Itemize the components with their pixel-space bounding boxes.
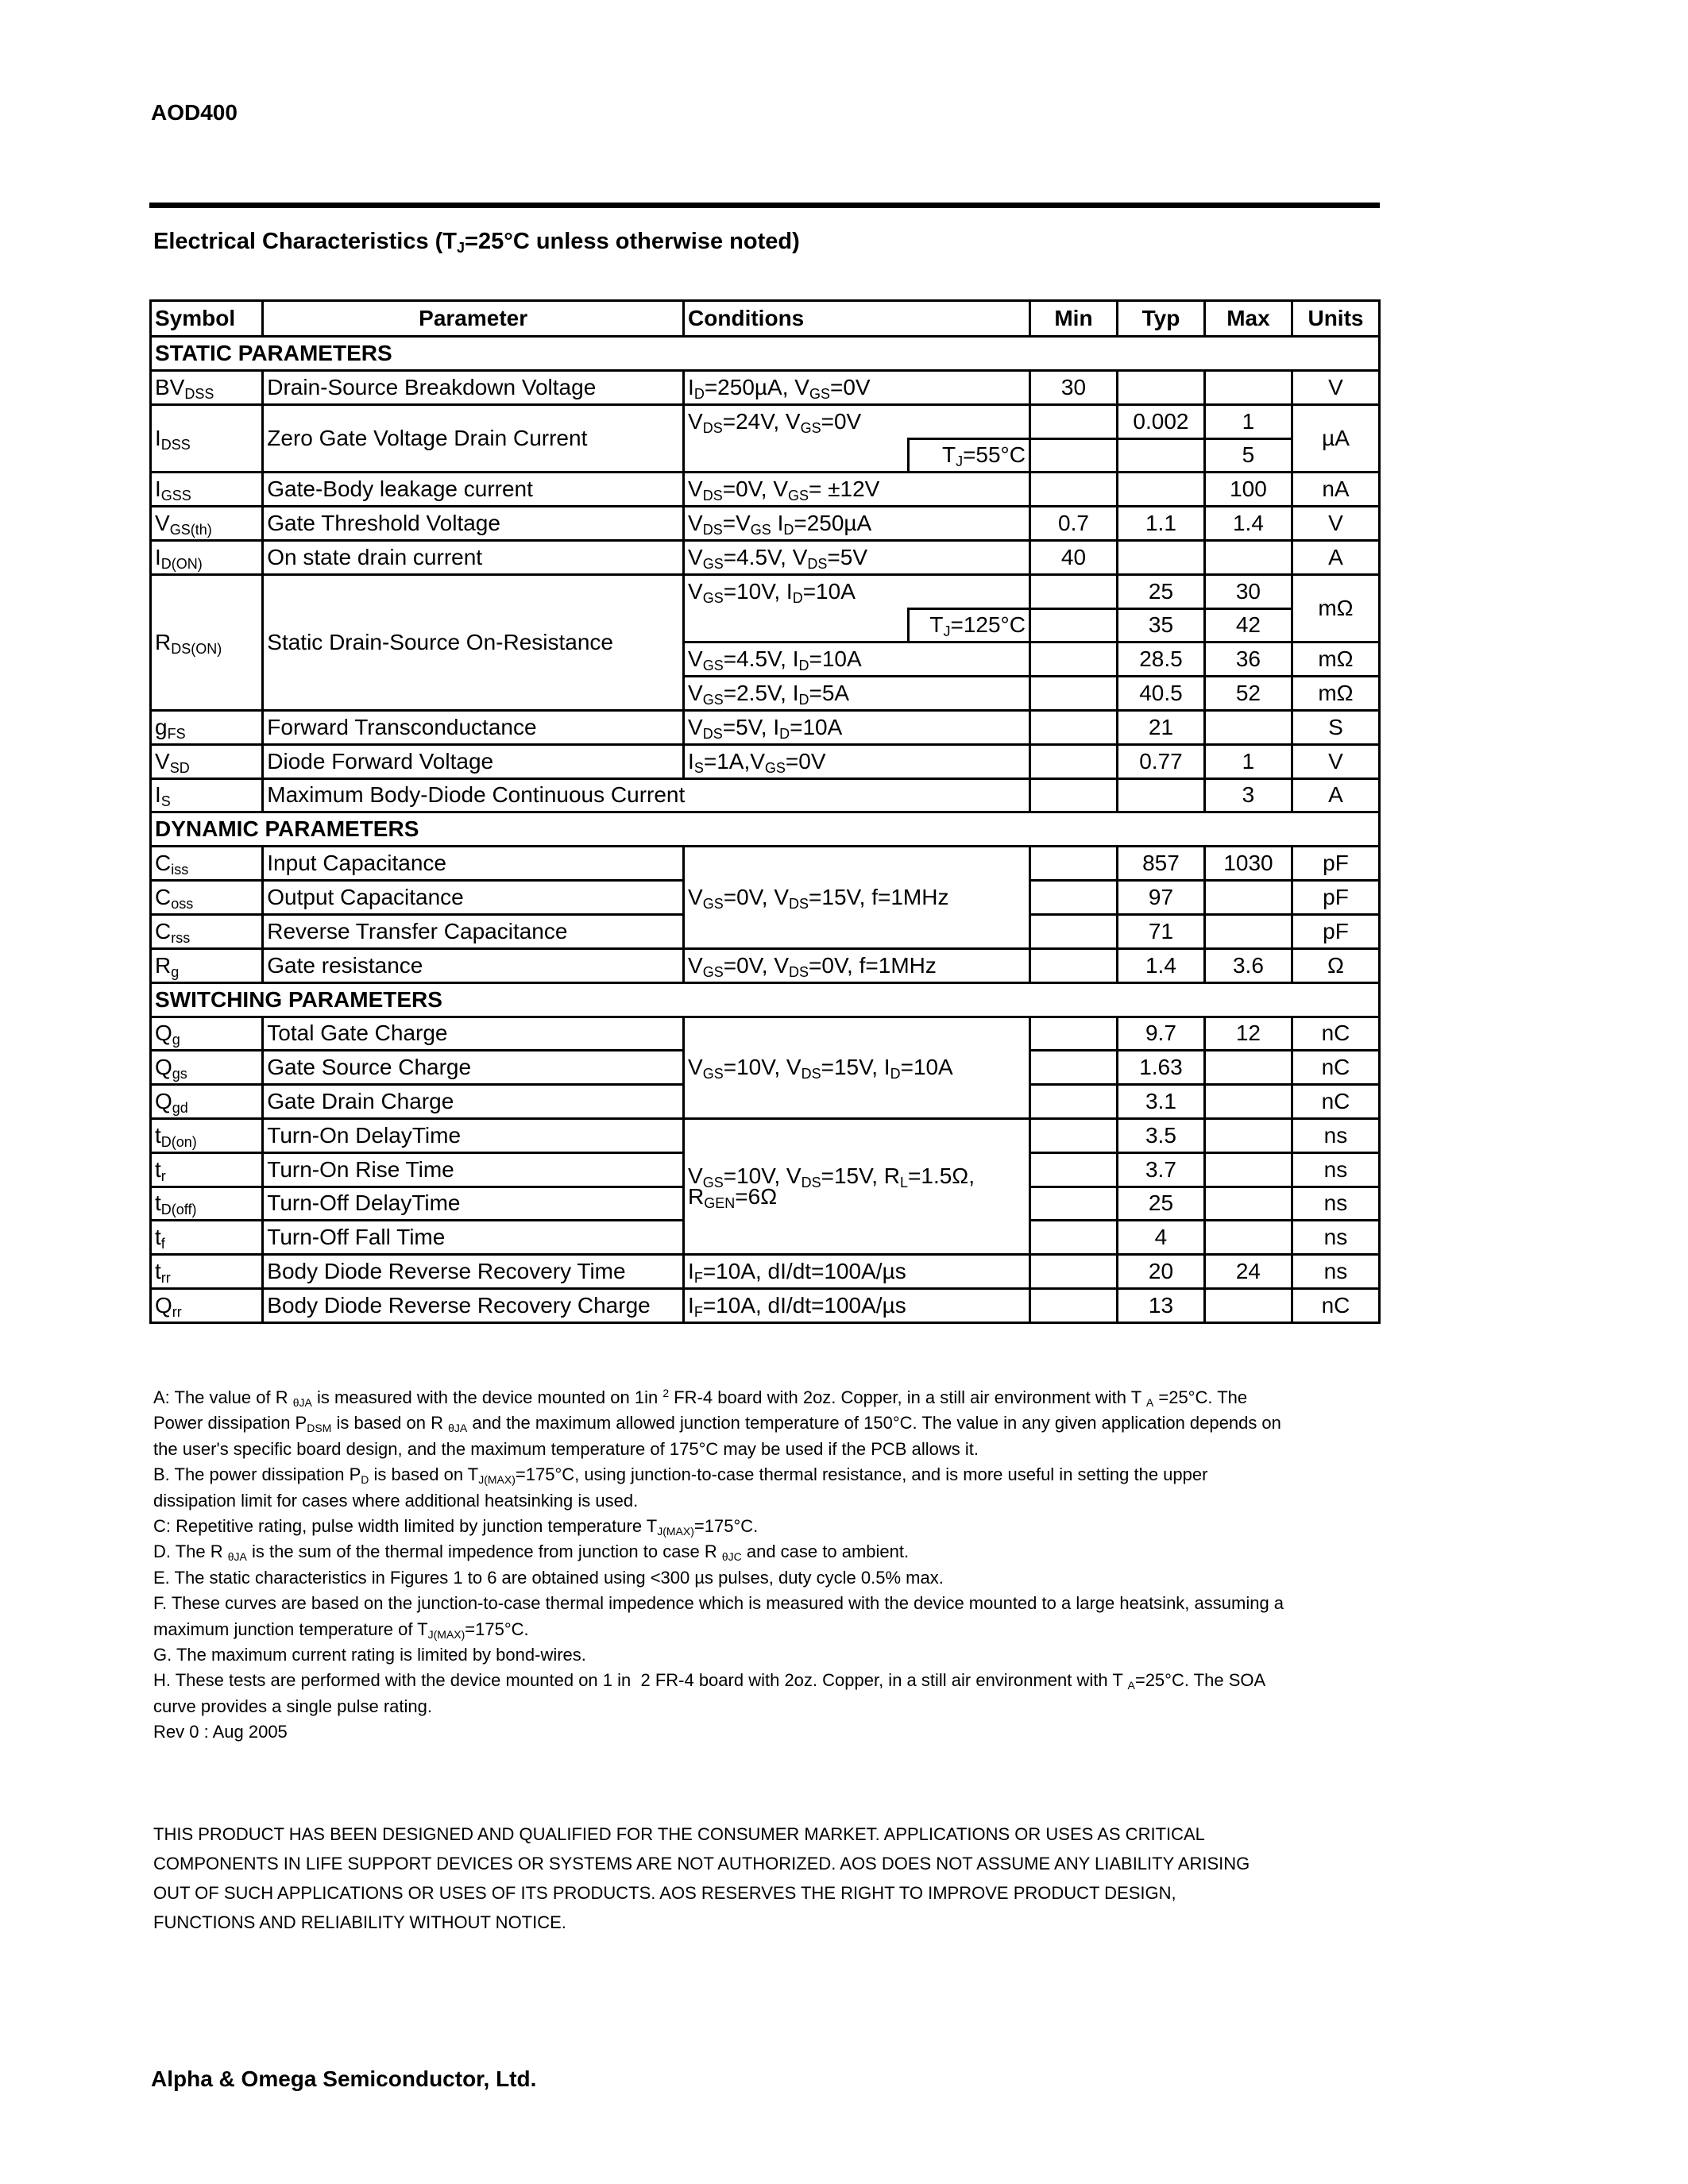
section-switching: SWITCHING PARAMETERS	[151, 982, 1380, 1017]
table-row: $Q_{gs}$ Gate Source Charge 1.63 nC	[151, 1051, 1380, 1085]
table-row: $t_r$ Turn-On Rise Time 3.7 ns	[151, 1152, 1380, 1187]
note-a: A: The value of R $_{\theta JA}$ is measured with the device mounted on 1in $^2$ FR-4 board with 2oz. Copper, in a still air environment with T $_A$ =25°C. The	[153, 1387, 1248, 1409]
note-h: H. These tests are performed with the device mounted on 1 in 2 FR-4 board with 2oz. Copper, in a still air environment with T $_A$=25°C. The SOA	[153, 1670, 1266, 1692]
header-rule	[149, 203, 1380, 208]
table-row: $V_{SD}$ Diode Forward Voltage $I_S=1A,V_{GS}=0V$ 0.77 1 V	[151, 744, 1380, 778]
table-row: $T_J=125^\circ C$ 35 42	[151, 608, 1380, 642]
col-header-symbol: Symbol	[151, 301, 263, 337]
electrical-characteristics-table	[149, 299, 1381, 1324]
table-row: $C_{iss}$ Input Capacitance $V_{GS}=0V$, $V_{DS}=15V$, f=1MHz 857 1030 pF	[151, 847, 1380, 881]
table-row: $I_{D(ON)}$ On state drain current $V_{GS}=4.5V$, $V_{DS}=5V$ 40 A	[151, 540, 1380, 574]
table-row: $V_{GS(th)}$ Gate Threshold Voltage $V_{DS}=V_{GS}$ $I_D=250\mu A$ 0.7 1.1 1.4 V	[151, 507, 1380, 541]
section-static: STATIC PARAMETERS	[151, 337, 1380, 371]
table-row: $t_{D(on)}$ Turn-On DelayTime $V_{GS}=10V$, $V_{DS}=15V$, $R_L=1.5\Omega$, $R_{GEN}=6\Omega$ 3.5 ns	[151, 1118, 1380, 1152]
col-header-typ: Typ	[1117, 301, 1204, 337]
table-row: $BV_{DSS}$ Drain-Source Breakdown Voltage $I_D=250\mu A$, $V_{GS}=0V$ 30 V	[151, 371, 1380, 405]
col-header-max: Max	[1204, 301, 1292, 337]
col-header-units: Units	[1292, 301, 1379, 337]
table-row: $R_g$ Gate resistance $V_{GS}=0V$, $V_{DS}=0V$, f=1MHz 1.4 3.6 Ω	[151, 948, 1380, 982]
table-row: $C_{oss}$ Output Capacitance 97 pF	[151, 881, 1380, 915]
table-row: $t_{D(off)}$ Turn-Off DelayTime 25 ns	[151, 1187, 1380, 1221]
table-row: $Q_{gd}$ Gate Drain Charge 3.1 nC	[151, 1085, 1380, 1119]
table-row: $C_{rss}$ Reverse Transfer Capacitance 71 pF	[151, 914, 1380, 948]
disclaimer: THIS PRODUCT HAS BEEN DESIGNED AND QUALIFIED FOR THE CONSUMER MARKET. APPLICATIONS OR USES AS CRITICAL COMPONENTS IN LIFE SUPPORT DEVICES OR SYSTEMS ARE NOT AUTHORIZED. AOS DOES NOT ASSUME ANY LIABILITY ARISING OUT OF SUCH APPLICATIONS OR USES OF ITS PRODUCTS. AOS RESERVES THE RIGHT TO IMPROVE PRODUCT DESIGN, FUNCTIONS AND RELIABILITY WITHOUT NOTICE.	[153, 1824, 1250, 1932]
table-row: $t_{rr}$ Body Diode Reverse Recovery Time $I_F=10A$, dI/dt=100A/µs 20 24 ns	[151, 1255, 1380, 1289]
table-row: $V_{GS}=2.5V$, $I_D=5A$ 40.5 52 mΩ	[151, 677, 1380, 711]
col-header-parameter: Parameter	[263, 301, 684, 337]
note-c: C: Repetitive rating, pulse width limited by junction temperature $T_{J(MAX)}=175^\circ C$.	[153, 1516, 759, 1538]
col-header-conditions: Conditions	[684, 301, 1030, 337]
note-d: D. The R $_{\theta JA}$ is the sum of the thermal impedence from junction to case R $_{\theta JC}$ and case to ambient.	[153, 1542, 910, 1564]
note-g: G. The maximum current rating is limited by bond-wires.	[153, 1645, 586, 1665]
note-b: B. The power dissipation $P_D$ is based on $T_{J(MAX)}=175^\circ C$, using junction-to-case thermal resistance, and is more useful in setting the upper	[153, 1464, 1208, 1487]
table-header-row	[151, 301, 1380, 337]
table-row: $g_{FS}$ Forward Transconductance $V_{DS}=5V$, $I_D=10A$ 21 S	[151, 710, 1380, 744]
part-number: AOD400	[151, 100, 238, 125]
table-row: $Q_g$ Total Gate Charge $V_{GS}=10V$, $V_{DS}=15V$, $I_D=10A$ 9.7 12 nC	[151, 1017, 1380, 1051]
footnotes: A: The value of R $_{\theta JA}$ is measured with the device mounted on 1in $^2$ FR-4 board with 2oz. Copper, in a still air environment with T $_A$ =25°C. The Power dissipation $P_{DSM}$ is based on R $_{\theta JA}$ and the maximum allowed junction temperature of 150°C. The value in any given application depends on the user's specific board design, and the maximum temperature of 175°C may be used if the PCB allows it. B. The power dissipation $P_D$ is based on $T_{J(MAX)}=175^\circ C$, using junction-to-case thermal resistance, and is more useful in setting the upper dissipation limit for cases where additional heatsinking is used. C: Repetitive rating, pulse width limited by junction temperature $T_{J(MAX)}=175^\circ C$. D. The R $_{\theta JA}$ is the sum of the thermal impedence from junction to case R $_{\theta JC}$ and case to ambient. E. The static characteristics in Figures 1 to 6 are obtained using <300 µs pulses, duty cycle 0.5% max. F. These curves are based on the junction-to-case thermal impedence which is measured with the device mounted to a large heatsink, assuming a maximum junction temperature of $T_{J(MAX)}=175^\circ C$. G. The maximum current rating is limited by bond-wires. H. These tests are performed with the device mounted on 1 in 2 FR-4 board with 2oz. Copper, in a still air environment with T $_A$=25°C. The SOA curve provides a single pulse rating. Rev 0 : Aug 2005	[153, 1385, 1385, 1746]
col-header-min: Min	[1029, 301, 1117, 337]
company-name: Alpha & Omega Semiconductor, Ltd.	[151, 2066, 537, 2091]
section-title: Electrical Characteristics ($T_J=25^\circ C$ unless otherwise noted)	[153, 229, 800, 256]
table-row: $t_f$ Turn-Off Fall Time 4 ns	[151, 1221, 1380, 1255]
note-f: F. These curves are based on the junction-to-case thermal impedence which is measured with the device mounted to a large heatsink, assuming a	[153, 1593, 1284, 1614]
table-row: $R_{DS(ON)}$ Static Drain-Source On-Resistance $V_{GS}=10V$, $I_D=10A$ 25 30 mΩ	[151, 574, 1380, 608]
table-row: $I_{DSS}$ Zero Gate Voltage Drain Current $V_{DS}=24V$, $V_{GS}=0V$ 0.002 1 µA	[151, 404, 1380, 438]
section-dynamic: DYNAMIC PARAMETERS	[151, 812, 1380, 847]
table-row: $T_J=55^\circ C$ 5	[151, 438, 1380, 473]
note-e: E. The static characteristics in Figures 1 to 6 are obtained using <300 µs pulses, duty cycle 0.5% max.	[153, 1567, 944, 1588]
table-row: $I_S$ Maximum Body-Diode Continuous Current 3 A	[151, 778, 1380, 812]
revision: Rev 0 : Aug 2005	[153, 1722, 288, 1742]
table-row: $V_{GS}=4.5V$, $I_D=10A$ 28.5 36 mΩ	[151, 642, 1380, 677]
table-row: $Q_{rr}$ Body Diode Reverse Recovery Charge $I_F=10A$, dI/dt=100A/µs 13 nC	[151, 1288, 1380, 1322]
table-row: $I_{GSS}$ Gate-Body leakage current $V_{DS}=0V$, $V_{GS}= \pm 12V$ 100 nA	[151, 473, 1380, 507]
